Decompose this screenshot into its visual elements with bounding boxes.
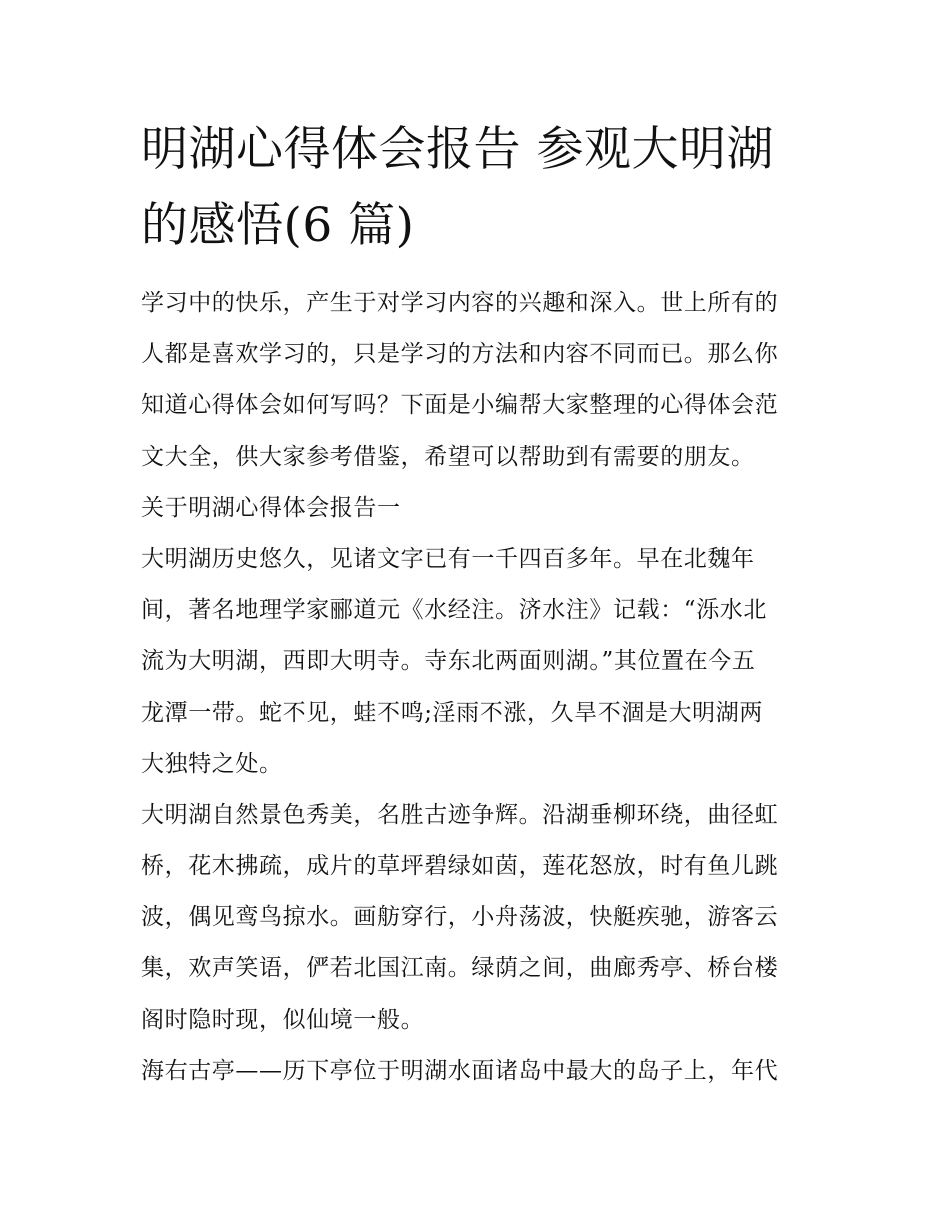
document-body (141, 278, 813, 1097)
text-line: 集，欢声笑语，俨若北国江南。绿荫之间，曲廊秀亭、桥台楼 (141, 955, 779, 982)
text-line: 人都是喜欢学习的，只是学习的方法和内容不同而已。那么你 (141, 341, 779, 368)
text-line: 间，著名地理学家郦道元《水经注。济水注》记载：“泺水北 (141, 597, 767, 624)
text-line: 龙潭一带。蛇不见，蛙不鸣;淫雨不涨，久旱不涸是大明湖两 (141, 699, 763, 726)
text-line: 知道心得体会如何写吗？下面是小编帮大家整理的心得体会范 (141, 392, 779, 419)
text-line: 波，偶见鸾鸟掠水。画舫穿行，小舟荡波，快艇疾驰，游客云 (141, 904, 779, 931)
text-line: 大明湖历史悠久，见诸文字已有一千四百多年。早在北魏年 (141, 545, 755, 572)
section-heading (141, 483, 813, 534)
paragraph-scenery (141, 790, 813, 1046)
text-line: 大独特之处。 (141, 750, 283, 777)
text-line: 学习中的快乐，产生于对学习内容的兴趣和深入。世上所有的 (141, 290, 779, 316)
title-line: 明湖心得体会报告 参观大明湖 (141, 122, 774, 177)
text-line: 桥，花木拂疏，成片的草坪碧绿如茵，莲花怒放，时有鱼儿跳 (141, 853, 779, 880)
paragraph-pavilion (141, 1046, 813, 1097)
text-line: 阁时隐时现，似仙境一般。 (141, 1006, 425, 1033)
text-line: 流为大明湖，西即大明寺。寺东北两面则湖。”其位置在今五 (141, 648, 756, 675)
document-content (141, 112, 813, 1097)
paragraph-history (141, 534, 813, 790)
text-line: 海右古亭——历下亭位于明湖水面诸岛中最大的岛子上，年代 (141, 1057, 779, 1084)
document-title (141, 112, 813, 264)
section-heading-text: 关于明湖心得体会报告一 (141, 494, 401, 521)
title-line: 的感悟(6 篇) (141, 198, 415, 253)
intro-paragraph (141, 278, 813, 483)
text-line: 文大全，供大家参考借鉴，希望可以帮助到有需要的朋友。 (141, 443, 755, 470)
text-line: 大明湖自然景色秀美，名胜古迹争辉。沿湖垂柳环绕，曲径虹 (141, 801, 779, 828)
